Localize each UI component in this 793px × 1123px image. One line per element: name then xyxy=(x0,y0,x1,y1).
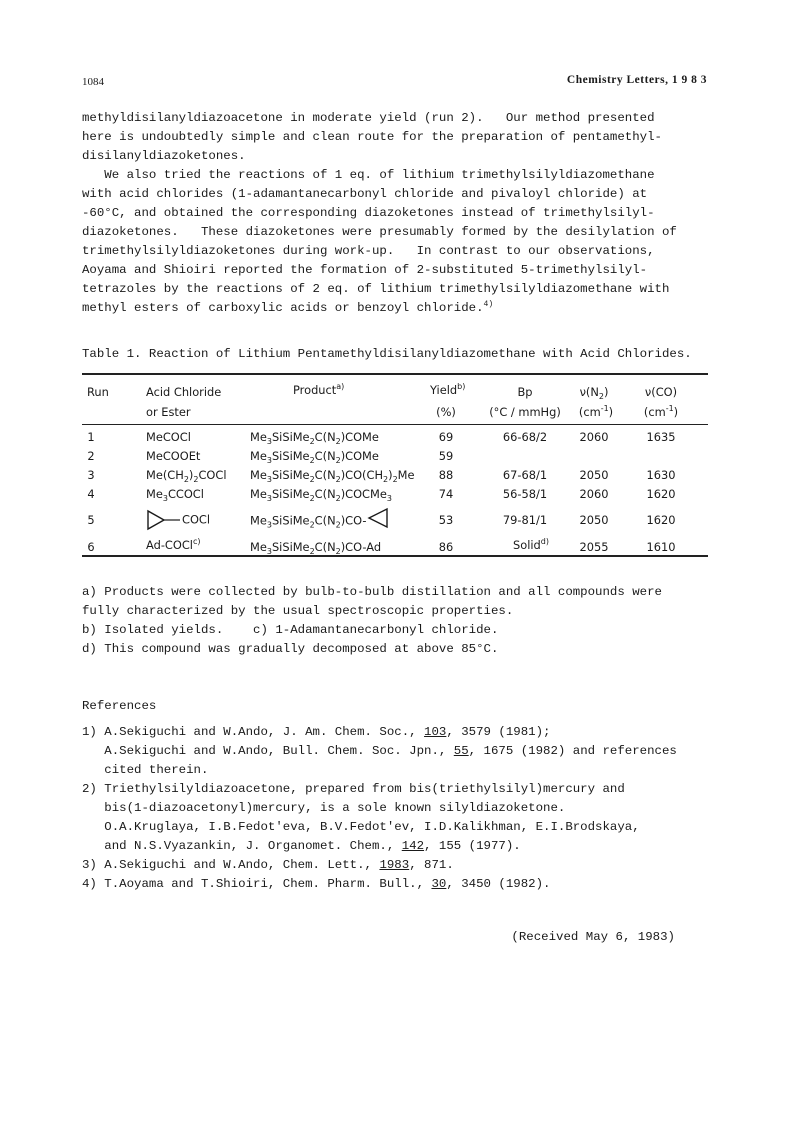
cell-acid xyxy=(146,468,227,482)
subscript: 3 xyxy=(266,475,272,484)
superscript: -1 xyxy=(665,404,674,413)
cell-acid: MeCOOEt xyxy=(146,449,201,463)
header-vco-unit xyxy=(644,405,678,419)
footnote-mark: a) xyxy=(336,382,345,391)
formula-part: CO- xyxy=(345,513,367,528)
ref-text: , 1675 (1982) and references xyxy=(468,744,677,758)
ref-text: 4) T.Aoyama and T.Shioiri, Chem. Pharm. Bull., xyxy=(82,877,432,891)
formula-part: ) xyxy=(340,513,346,528)
reference-line xyxy=(82,839,521,853)
subscript: 3 xyxy=(266,456,272,465)
cell-yield: 53 xyxy=(438,513,454,527)
footnote-line: d) This compound was gradually decomposed at above 85°C. xyxy=(82,642,499,656)
formula-part: COCl xyxy=(182,512,211,527)
cell-bp: 56-58/1 xyxy=(502,487,548,501)
cell-run: 5 xyxy=(87,513,95,527)
header-text: ) xyxy=(603,385,609,399)
reference-line: O.A.Kruglaya, I.B.Fedot'eva, B.V.Fedot'ev, I.D.Kalikhman, E.I.Brodskaya, xyxy=(82,820,640,834)
header-product xyxy=(293,383,344,397)
cell-bp: 79-81/1 xyxy=(502,513,548,527)
formula-part: COMe xyxy=(345,430,379,444)
cell-acid xyxy=(146,509,210,531)
reference-line: cited therein. xyxy=(82,763,209,777)
cell-vn2: 2050 xyxy=(579,513,609,527)
reference-line xyxy=(82,877,550,891)
cell-vn2: 2050 xyxy=(579,468,609,482)
ref-text: , 871. xyxy=(409,858,454,872)
footnote-mark: b) xyxy=(457,382,466,391)
text-line: tetrazoles by the reactions of 2 eq. of lithium trimethylsilyldiazomethane with xyxy=(82,282,670,296)
subscript: 2 xyxy=(335,547,341,556)
header-text: Product xyxy=(293,383,337,397)
header-acid-chloride: Acid Chloride xyxy=(146,385,222,399)
formula-part: ) xyxy=(340,430,346,444)
footnote-line: b) Isolated yields. c) 1-Adamantanecarbonyl chloride. xyxy=(82,623,499,637)
subscript: 2 xyxy=(193,475,199,484)
superscript: -1 xyxy=(600,404,609,413)
header-text: ) xyxy=(673,405,679,419)
formula-part: C(N xyxy=(314,540,336,554)
formula-part: Me xyxy=(250,430,267,444)
header-or-ester: or Ester xyxy=(146,405,191,419)
page-number: 1084 xyxy=(82,76,104,88)
formula-part: ) xyxy=(340,468,346,482)
subscript: 2 xyxy=(309,520,315,530)
formula-part: CCOCl xyxy=(167,487,204,501)
table-caption: Table 1. Reaction of Lithium Pentamethyldisilanyldiazomethane with Acid Chlorides. xyxy=(82,347,692,361)
cell-yield: 88 xyxy=(438,468,454,482)
journal-title: Chemistry Letters, 1 9 8 3 xyxy=(566,74,707,86)
subscript: 2 xyxy=(335,456,341,465)
cell-run: 2 xyxy=(87,449,95,463)
formula-part: ) xyxy=(340,487,346,501)
references-heading: References xyxy=(82,699,157,713)
footnote-line: fully characterized by the usual spectroscopic properties. xyxy=(82,604,514,618)
subscript: 2 xyxy=(335,520,341,530)
header-vn2-unit xyxy=(579,405,613,419)
subscript: 2 xyxy=(392,475,398,484)
text-line: with acid chlorides (1-adamantanecarbonyl chloride and pivaloyl chloride) at xyxy=(82,187,648,201)
text-span: methyl esters of carboxylic acids or benzoyl chloride. xyxy=(82,301,484,315)
formula-part: ) xyxy=(340,540,346,554)
formula-part: Me xyxy=(250,540,267,554)
cell-run: 4 xyxy=(87,487,95,501)
formula-part: Ad-COCl xyxy=(146,538,193,552)
cell-product xyxy=(250,430,379,444)
text-line: trimethylsilyldiazoketones during work-up. In contrast to our observations, xyxy=(82,244,655,258)
subscript: 2 xyxy=(183,475,189,484)
header-vn2 xyxy=(580,385,609,399)
header-text: ) xyxy=(608,405,614,419)
ref-text: 3) A.Sekiguchi and W.Ando, Chem. Lett., xyxy=(82,858,380,872)
text-line: diazoketones. These diazoketones were presumably formed by the desilylation of xyxy=(82,225,677,239)
subscript: 2 xyxy=(309,456,315,465)
ref-volume: 142 xyxy=(401,839,425,853)
formula-part: Me xyxy=(250,513,267,528)
cell-product xyxy=(250,449,379,463)
subscript: 3 xyxy=(266,520,272,530)
formula-part: Me xyxy=(250,449,267,463)
cell-vn2: 2060 xyxy=(579,430,609,444)
cell-bp: 66-68/2 xyxy=(502,430,548,444)
ref-text: , 3450 (1982). xyxy=(446,877,551,891)
cell-yield: 69 xyxy=(438,430,454,444)
table-top-rule xyxy=(82,373,708,375)
header-vco: ν(CO) xyxy=(644,385,678,399)
formula-part: C(N xyxy=(314,430,336,444)
header-yield xyxy=(430,383,465,397)
header-text: ν(N xyxy=(579,385,599,399)
subscript: 2 xyxy=(383,475,389,484)
header-bp: Bp xyxy=(517,385,533,399)
ref-text: , 155 (1977). xyxy=(424,839,521,853)
cell-vco: 1620 xyxy=(646,513,676,527)
ref-volume: 30 xyxy=(431,877,447,891)
citation-superscript: 4) xyxy=(483,300,494,309)
text-line: methyldisilanyldiazoacetone in moderate yield (run 2). Our method presented xyxy=(82,111,655,125)
cell-product xyxy=(250,487,392,501)
cell-acid xyxy=(146,538,201,552)
cell-run: 1 xyxy=(87,430,95,444)
text-line: We also tried the reactions of 1 eq. of lithium trimethylsilyldiazomethane xyxy=(82,168,655,182)
subscript: 2 xyxy=(335,494,341,503)
cell-run: 3 xyxy=(87,468,95,482)
text-line: Aoyama and Shioiri reported the formation of 2-substituted 5-trimethylsilyl- xyxy=(82,263,648,277)
reference-line: bis(1-diazoacetonyl)mercury, is a sole known silyldiazoketone. xyxy=(82,801,566,815)
text-line: here is undoubtedly simple and clean route for the preparation of pentamethyl- xyxy=(82,130,662,144)
formula-part: SiSiMe xyxy=(271,430,310,444)
text-line xyxy=(82,301,493,315)
formula-part: SiSiMe xyxy=(271,468,310,482)
cell-acid xyxy=(146,487,204,501)
formula-part: COCl xyxy=(198,468,227,482)
formula-part: ) xyxy=(388,468,393,482)
cell-vco: 1620 xyxy=(646,487,676,501)
formula-part: C(N xyxy=(314,513,336,528)
subscript: 3 xyxy=(162,494,168,503)
formula-part: SiSiMe xyxy=(271,449,310,463)
cell-bp xyxy=(513,538,549,552)
formula-part: Me xyxy=(250,468,267,482)
header-text: (cm xyxy=(643,405,666,419)
ref-text: 1) A.Sekiguchi and W.Ando, J. Am. Chem. Soc., xyxy=(82,725,425,739)
text-line: disilanyldiazoketones. xyxy=(82,149,246,163)
cell-yield: 59 xyxy=(438,449,454,463)
formula-part: COCMe xyxy=(345,487,387,501)
formula-part: Me xyxy=(397,468,415,482)
subscript: 2 xyxy=(309,437,315,446)
cell-vco: 1630 xyxy=(646,468,676,482)
footnote-line: a) Products were collected by bulb-to-bulb distillation and all compounds were xyxy=(82,585,662,599)
cell-product xyxy=(250,468,415,482)
cell-acid: MeCOCl xyxy=(146,430,191,444)
footnote-mark: d) xyxy=(540,537,549,546)
formula-part: CO-Ad xyxy=(345,540,382,554)
ref-volume: 103 xyxy=(424,725,447,739)
header-run: Run xyxy=(87,385,109,399)
cell-bp: 67-68/1 xyxy=(502,468,548,482)
subscript: 3 xyxy=(266,437,272,446)
cell-yield: 86 xyxy=(438,540,454,554)
ref-text: , 3579 (1981); xyxy=(446,725,551,739)
subscript: 2 xyxy=(309,547,315,556)
formula-part: Me xyxy=(250,487,267,501)
text-line: -60°C, and obtained the corresponding diazoketones instead of trimethylsilyl- xyxy=(82,206,655,220)
formula-part: COMe xyxy=(345,449,379,463)
table-header-rule xyxy=(82,424,708,425)
table-bottom-rule xyxy=(82,555,708,557)
ref-text: and N.S.Vyazankin, J. Organomet. Chem., xyxy=(82,839,402,853)
subscript: 2 xyxy=(598,392,604,401)
subscript: 2 xyxy=(309,494,315,503)
cell-product xyxy=(250,540,381,554)
subscript: 3 xyxy=(266,494,272,503)
header-yield-unit: (%) xyxy=(436,405,456,419)
formula-part: SiSiMe xyxy=(271,513,310,528)
formula-part: SiSiMe xyxy=(271,540,310,554)
formula-part: C(N xyxy=(314,449,336,463)
formula-part: C(N xyxy=(314,468,336,482)
cell-run: 6 xyxy=(87,540,95,554)
formula-part: Me(CH xyxy=(146,468,184,482)
subscript: 2 xyxy=(309,475,315,484)
header-text: (cm xyxy=(578,405,601,419)
cell-vn2: 2055 xyxy=(579,540,609,554)
ref-text: A.Sekiguchi and W.Ando, Bull. Chem. Soc. Jpn., xyxy=(82,744,454,758)
received-date: (Received May 6, 1983) xyxy=(511,930,675,944)
cyclopropyl-icon xyxy=(367,507,389,529)
subscript: 3 xyxy=(386,494,392,503)
cyclopropyl-icon xyxy=(146,509,182,531)
cell-vco: 1610 xyxy=(646,540,676,554)
subscript: 2 xyxy=(335,475,341,484)
header-text: Yield xyxy=(430,383,458,397)
ref-volume: 1983 xyxy=(379,858,410,872)
header-bp-unit: (°C / mmHg) xyxy=(489,405,561,419)
cell-product xyxy=(250,513,389,529)
cell-vco: 1635 xyxy=(646,430,676,444)
formula-part: CO(CH xyxy=(345,468,384,482)
cell-yield: 74 xyxy=(438,487,454,501)
formula-part: ) xyxy=(188,468,194,482)
formula-part: ) xyxy=(340,449,346,463)
reference-line xyxy=(82,744,677,758)
subscript: 3 xyxy=(266,547,272,556)
reference-line: 2) Triethylsilyldiazoacetone, prepared from bis(triethylsilyl)mercury and xyxy=(82,782,625,796)
formula-part: Me xyxy=(146,487,163,501)
reference-line xyxy=(82,725,550,739)
cell-vn2: 2060 xyxy=(579,487,609,501)
formula-part: SiSiMe xyxy=(271,487,310,501)
formula-part: C(N xyxy=(314,487,336,501)
footnote-mark: c) xyxy=(192,537,201,546)
ref-volume: 55 xyxy=(453,744,469,758)
reference-line xyxy=(82,858,454,872)
subscript: 2 xyxy=(335,437,341,446)
formula-part: Solid xyxy=(513,538,541,552)
